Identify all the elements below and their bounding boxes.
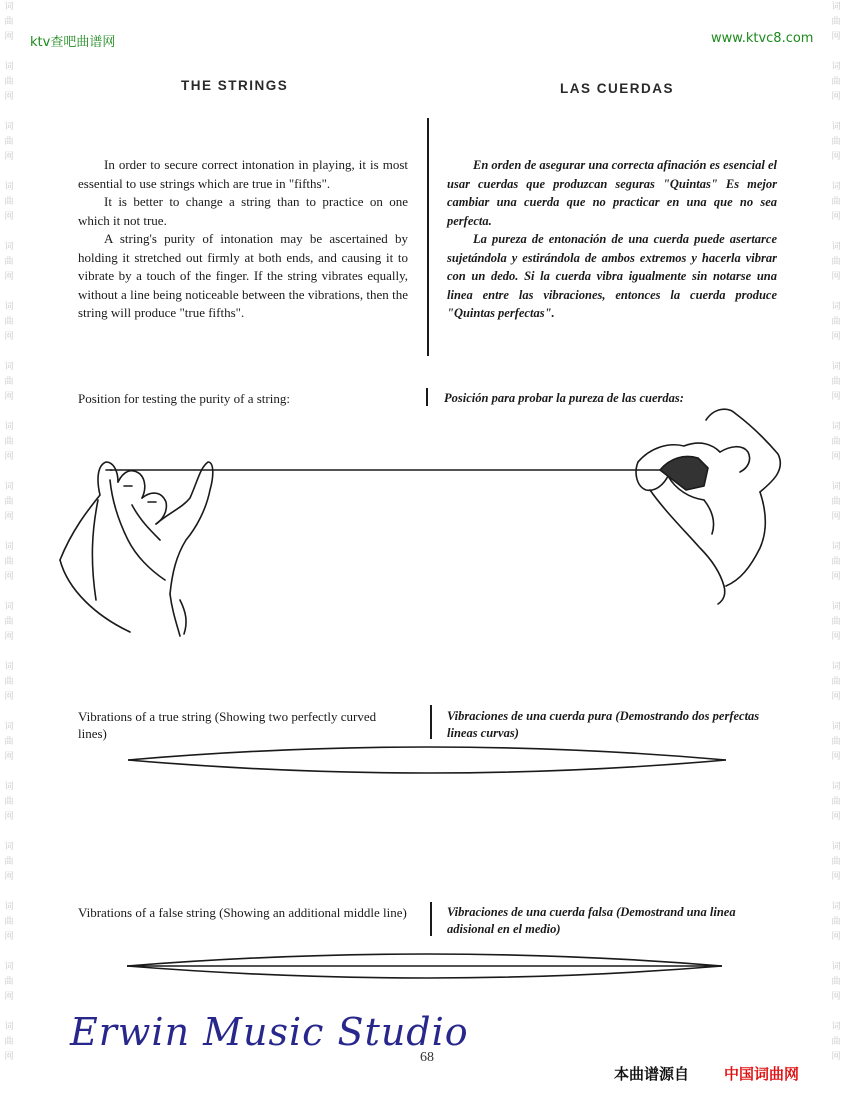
side-watermark-glyph: 网 <box>831 392 841 402</box>
figure-1-caption-es: Posición para probar la pureza de las cuerdas: <box>444 391 684 405</box>
false-string-vibration <box>127 954 722 978</box>
side-watermark-glyph: 词 <box>831 242 841 252</box>
side-watermark-glyph: 网 <box>831 152 841 162</box>
side-watermark-glyph: 网 <box>831 992 841 1002</box>
side-watermark-glyph: 曲 <box>4 677 14 687</box>
side-watermark-glyph: 曲 <box>4 557 14 567</box>
english-paragraph-2: It is better to change a string than to practice on one which it not true. <box>78 194 408 228</box>
side-watermark-glyph: 曲 <box>4 17 14 27</box>
side-watermark-glyph: 曲 <box>4 917 14 927</box>
side-watermark-glyph: 词 <box>4 722 14 732</box>
side-watermark-glyph: 词 <box>4 2 14 12</box>
side-watermark-glyph: 词 <box>4 962 14 972</box>
side-watermark-glyph: 网 <box>4 272 14 282</box>
true-string-vibration <box>128 747 726 773</box>
side-watermark-glyph: 词 <box>831 782 841 792</box>
site-watermark-right[interactable]: www.ktvc8.com <box>711 31 814 46</box>
side-watermark-glyph: 词 <box>4 902 14 912</box>
side-watermark-glyph: 曲 <box>831 677 841 687</box>
side-watermark-glyph: 曲 <box>831 1037 841 1047</box>
side-watermark-glyph: 网 <box>4 152 14 162</box>
spanish-title: LAS CUERDAS <box>560 81 675 96</box>
side-watermark-glyph: 网 <box>4 992 14 1002</box>
side-watermark-glyph: 曲 <box>4 137 14 147</box>
side-watermark-glyph: 词 <box>831 302 841 312</box>
side-watermark-glyph: 网 <box>4 32 14 42</box>
source-label: 本曲谱源自 <box>614 1065 690 1083</box>
side-watermark-glyph: 曲 <box>4 797 14 807</box>
side-watermark-glyph: 网 <box>831 812 841 822</box>
side-watermark-glyph: 网 <box>831 512 841 522</box>
side-watermark-glyph: 词 <box>4 302 14 312</box>
side-watermark-glyph: 曲 <box>831 257 841 267</box>
side-watermark-glyph: 词 <box>4 62 14 72</box>
right-hand-illustration <box>636 409 780 604</box>
side-watermark-glyph: 网 <box>4 212 14 222</box>
side-watermark-glyph: 曲 <box>831 617 841 627</box>
side-watermark-glyph: 网 <box>831 452 841 462</box>
figure-3-caption-es: Vibraciones de una cuerda falsa (Demostrand una linea adisional en el medio) <box>447 905 736 936</box>
side-watermark-glyph: 曲 <box>831 437 841 447</box>
page-number: 68 <box>420 1050 434 1065</box>
side-watermark-glyph: 网 <box>831 332 841 342</box>
side-watermark-glyph: 曲 <box>4 1037 14 1047</box>
spanish-paragraph-2: La pureza de entonación de una cuerda puede asertarce sujetándola y estirándola de ambos extremos y hacerla vibrar con un dedo. Si la cuerda vibra igualmente sin notarse una linea entre las vibraciones, entonces la cuerda produce "Quintas perfectas". <box>447 232 777 320</box>
side-watermark-glyph: 网 <box>4 572 14 582</box>
side-watermark-glyph: 网 <box>831 752 841 762</box>
side-watermark-glyph: 词 <box>831 902 841 912</box>
side-watermark-glyph: 曲 <box>831 197 841 207</box>
side-watermark-glyph: 网 <box>4 932 14 942</box>
side-watermark-glyph: 网 <box>831 632 841 642</box>
side-watermark-glyph: 网 <box>4 512 14 522</box>
side-watermark-glyph: 词 <box>4 422 14 432</box>
side-watermark-glyph: 网 <box>831 932 841 942</box>
side-watermark-glyph: 网 <box>4 1052 14 1062</box>
side-watermark-glyph: 网 <box>4 452 14 462</box>
side-watermark-glyph: 曲 <box>4 617 14 627</box>
side-watermark-glyph: 词 <box>831 662 841 672</box>
side-watermark-glyph: 网 <box>4 632 14 642</box>
side-watermark-glyph: 曲 <box>831 557 841 567</box>
side-watermark-glyph: 曲 <box>831 77 841 87</box>
side-watermark-glyph: 网 <box>831 32 841 42</box>
side-watermark-glyph: 词 <box>831 722 841 732</box>
side-watermark-glyph: 词 <box>831 842 841 852</box>
side-watermark-glyph: 词 <box>4 842 14 852</box>
side-watermark-glyph: 网 <box>4 692 14 702</box>
site-watermark-left[interactable]: ktv查吧曲谱网 <box>30 35 116 50</box>
side-watermark-glyph: 网 <box>831 92 841 102</box>
side-watermark-glyph: 词 <box>831 1022 841 1032</box>
english-paragraph-3: A string's purity of intonation may be ascertained by holding it stretched out firmly at both ends, and causing it to vibrate by a touch of the finger. If the string vibrates equally, without a line being noticeable between the vibrations, then the string will produce "true fifths". <box>78 231 408 320</box>
figure-1-caption-en: Position for testing the purity of a string: <box>78 391 290 406</box>
side-watermark-glyph: 词 <box>4 182 14 192</box>
side-watermark-glyph: 词 <box>4 662 14 672</box>
side-watermark-glyph: 网 <box>831 212 841 222</box>
side-watermark-glyph: 词 <box>831 542 841 552</box>
figure-2-caption-es: Vibraciones de una cuerda pura (Demostrando dos perfectas lineas curvas) <box>447 709 760 740</box>
side-watermark-glyph: 网 <box>831 692 841 702</box>
side-watermark-glyph: 曲 <box>831 137 841 147</box>
source-site-link[interactable]: 中国词曲网 <box>724 1065 800 1083</box>
english-paragraph-1: In order to secure correct intonation in playing, it is most essential to use strings which are true in "fifths". <box>78 157 408 191</box>
side-watermark-glyph: 曲 <box>4 257 14 267</box>
side-watermark-glyph: 曲 <box>831 317 841 327</box>
side-watermark-glyph: 网 <box>831 272 841 282</box>
side-watermark-glyph: 曲 <box>831 797 841 807</box>
figure-2-caption-en: Vibrations of a true string (Showing two perfectly curved lines) <box>78 709 377 741</box>
side-watermark-glyph: 曲 <box>4 377 14 387</box>
side-watermark-glyph: 词 <box>4 362 14 372</box>
side-watermark-glyph: 曲 <box>831 497 841 507</box>
side-watermark-glyph: 词 <box>831 482 841 492</box>
side-watermark-glyph: 曲 <box>831 917 841 927</box>
side-watermark-glyph: 词 <box>831 602 841 612</box>
side-watermark-glyph: 曲 <box>4 497 14 507</box>
side-watermark-glyph: 词 <box>4 1022 14 1032</box>
side-watermark-glyph: 词 <box>4 242 14 252</box>
side-watermark-glyph: 词 <box>4 482 14 492</box>
studio-signature: Erwin Music Studio <box>70 1010 469 1054</box>
side-watermark-glyph: 词 <box>4 122 14 132</box>
side-watermark-glyph: 网 <box>4 812 14 822</box>
side-watermark-glyph: 曲 <box>831 737 841 747</box>
side-watermark-glyph: 词 <box>831 422 841 432</box>
side-watermark-glyph: 词 <box>831 962 841 972</box>
side-watermark-glyph: 曲 <box>4 317 14 327</box>
side-watermark-glyph: 网 <box>4 92 14 102</box>
side-watermark-glyph: 网 <box>4 872 14 882</box>
side-watermark-glyph: 词 <box>831 182 841 192</box>
side-watermark-glyph: 网 <box>4 752 14 762</box>
side-watermark-glyph: 曲 <box>4 977 14 987</box>
side-watermark-glyph: 曲 <box>4 437 14 447</box>
figure-3-caption-en: Vibrations of a false string (Showing an additional middle line) <box>78 905 407 920</box>
side-watermark-glyph: 网 <box>4 392 14 402</box>
side-watermark-glyph: 词 <box>4 782 14 792</box>
side-watermark-glyph: 词 <box>4 542 14 552</box>
side-watermark-glyph: 曲 <box>4 737 14 747</box>
side-watermark-glyph: 网 <box>4 332 14 342</box>
side-watermark-glyph: 词 <box>831 62 841 72</box>
left-hand-illustration <box>60 462 213 636</box>
side-watermark-glyph: 曲 <box>4 77 14 87</box>
side-watermark-glyph: 词 <box>831 362 841 372</box>
side-watermark-glyph: 曲 <box>831 17 841 27</box>
side-watermark-glyph: 网 <box>831 572 841 582</box>
side-watermark-glyph: 曲 <box>831 377 841 387</box>
side-watermark-glyph: 词 <box>831 122 841 132</box>
side-watermark-glyph: 曲 <box>4 857 14 867</box>
side-watermark-glyph: 曲 <box>831 977 841 987</box>
english-title: THE STRINGS <box>181 78 289 93</box>
side-watermark-glyph: 词 <box>4 602 14 612</box>
side-watermark-glyph: 网 <box>831 1052 841 1062</box>
side-watermark-glyph: 曲 <box>831 857 841 867</box>
side-watermark-glyph: 网 <box>831 872 841 882</box>
side-watermark-glyph: 词 <box>831 2 841 12</box>
spanish-paragraph-1: En orden de asegurar una correcta afinación es esencial el usar cuerdas que produzcan seguras "Quintas" Es mejor cambiar una cuerda que no practicar en una que no sea perfecta. <box>447 158 777 228</box>
side-watermark-glyph: 曲 <box>4 197 14 207</box>
